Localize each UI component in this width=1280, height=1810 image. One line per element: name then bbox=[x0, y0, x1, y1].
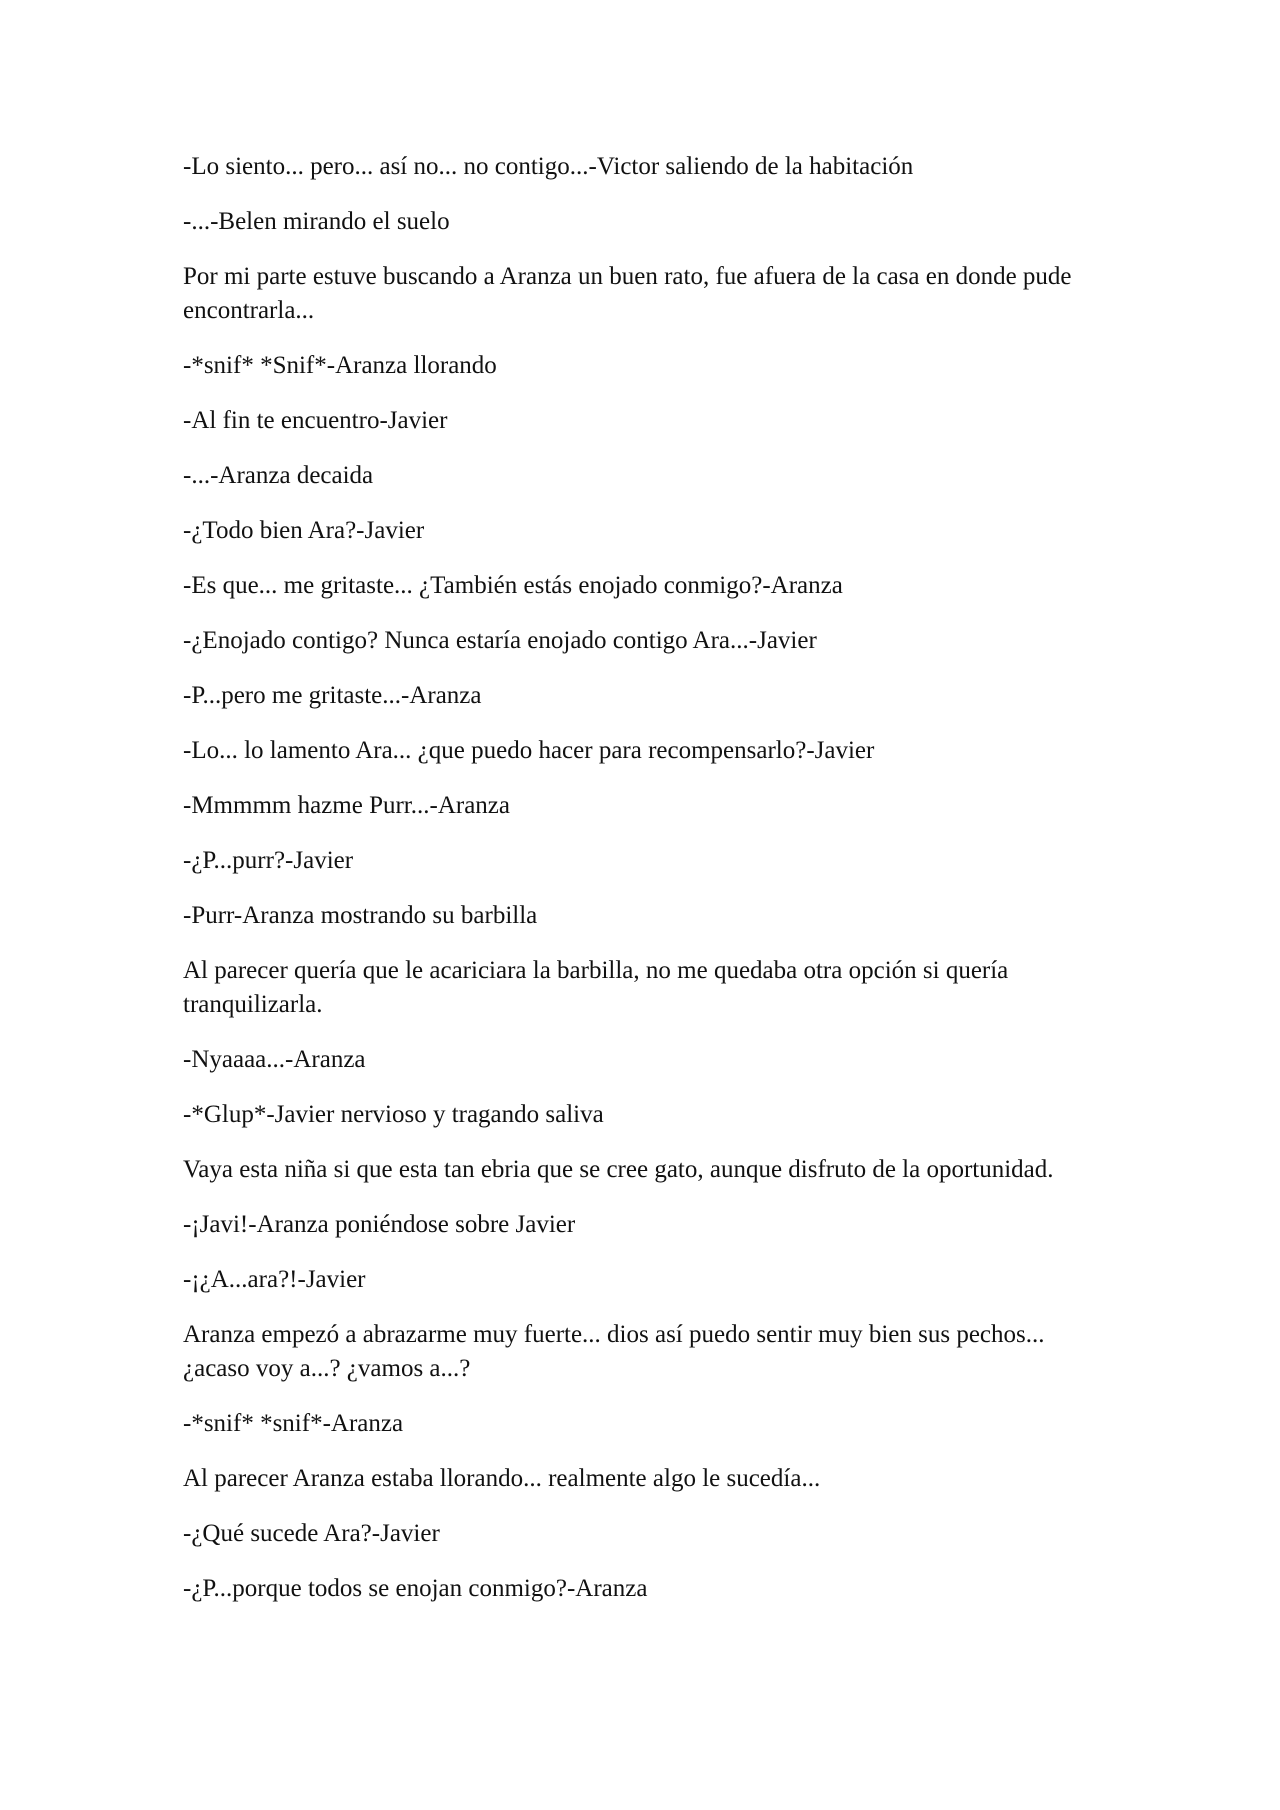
paragraph-18: Vaya esta niña si que esta tan ebria que se cree gato, aunque disfruto de la oportunidad. bbox=[183, 1156, 1054, 1183]
paragraph-13: -¿P...purr?-Javier bbox=[183, 847, 354, 874]
paragraph-9: -¿Enojado contigo? Nunca estaría enojado contigo Ara...-Javier bbox=[183, 627, 817, 654]
paragraph-7: -¿Todo bien Ara?-Javier bbox=[183, 517, 425, 544]
paragraph-22: -*snif* *snif*-Aranza bbox=[183, 1410, 404, 1437]
paragraph-20: -¡¿A...ara?!-Javier bbox=[183, 1266, 366, 1293]
paragraph-10: -P...pero me gritaste...-Aranza bbox=[183, 682, 482, 709]
document-body bbox=[183, 150, 1103, 1627]
paragraph-1: -Lo siento... pero... así no... no contigo...-Victor saliendo de la habitación bbox=[183, 153, 914, 180]
paragraph-25: -¿P...porque todos se enojan conmigo?-Aranza bbox=[183, 1575, 648, 1602]
paragraph-21: Aranza empezó a abrazarme muy fuerte... dios así puedo sentir muy bien sus pechos... ¿acaso voy a...? ¿vamos a...? bbox=[183, 1321, 1045, 1382]
paragraph-12: -Mmmmm hazme Purr...-Aranza bbox=[183, 792, 510, 819]
paragraph-23: Al parecer Aranza estaba llorando... realmente algo le sucedía... bbox=[183, 1465, 821, 1492]
paragraph-8: -Es que... me gritaste... ¿También estás enojado conmigo?-Aranza bbox=[183, 572, 843, 599]
paragraph-3: Por mi parte estuve buscando a Aranza un buen rato, fue afuera de la casa en donde pude encontrarla... bbox=[183, 263, 1072, 324]
paragraph-11: -Lo... lo lamento Ara... ¿que puedo hacer para recompensarlo?-Javier bbox=[183, 737, 875, 764]
paragraph-16: -Nyaaaa...-Aranza bbox=[183, 1046, 366, 1073]
paragraph-4: -*snif* *Snif*-Aranza llorando bbox=[183, 352, 497, 379]
paragraph-17: -*Glup*-Javier nervioso y tragando saliva bbox=[183, 1101, 604, 1128]
paragraph-14: -Purr-Aranza mostrando su barbilla bbox=[183, 902, 538, 929]
paragraph-15: Al parecer quería que le acariciara la barbilla, no me quedaba otra opción si quería tranquilizarla. bbox=[183, 957, 1009, 1018]
paragraph-6: -...-Aranza decaida bbox=[183, 462, 374, 489]
paragraph-2: -...-Belen mirando el suelo bbox=[183, 208, 450, 235]
paragraph-24: -¿Qué sucede Ara?-Javier bbox=[183, 1520, 440, 1547]
paragraph-19: -¡Javi!-Aranza poniéndose sobre Javier bbox=[183, 1211, 576, 1238]
paragraph-5: -Al fin te encuentro-Javier bbox=[183, 407, 448, 434]
